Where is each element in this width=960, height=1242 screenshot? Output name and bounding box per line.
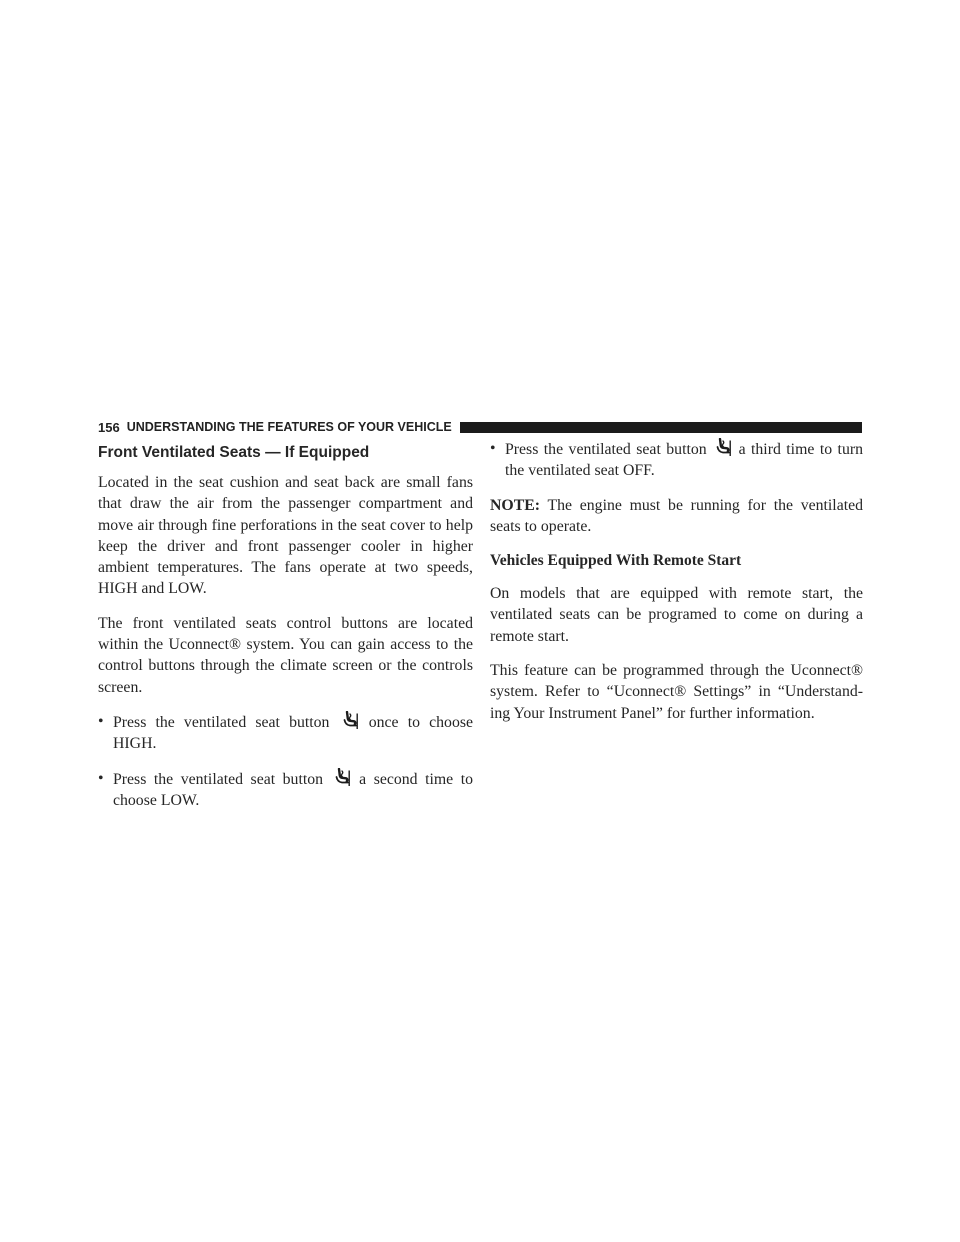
bullet-off <box>490 438 863 482</box>
bullet-dot: • <box>490 440 496 457</box>
remote-start-paragraph: On models that are equipped with remote start, the ventilated seats can be programed to come on during a remote start. <box>490 585 863 645</box>
programming-paragraph: This feature can be programmed through the Uconnect® system. Refer to “Uconnect® Settings” in “Understand-ing Your Instrument Panel” for further information. <box>490 662 863 722</box>
bullet-text-before: Press the ventilated seat button <box>113 770 324 788</box>
bullet-high <box>98 711 473 755</box>
bullet-text-after: a second time to choose LOW. <box>113 770 474 809</box>
bullet-text-after: a third time to turn the ventilated seat OFF. <box>505 441 863 480</box>
left-column <box>98 438 473 824</box>
header-rule <box>460 422 862 433</box>
bullet-dot: • <box>98 712 104 730</box>
right-column <box>490 438 863 737</box>
ventilated-seat-icon <box>715 438 732 457</box>
note-text: The engine must be running for the ventilated seats to operate. <box>490 496 863 535</box>
page-header <box>98 418 862 436</box>
note-label: NOTE: <box>490 496 541 514</box>
intro-paragraph: Located in the seat cushion and seat back are small fans that draw the air from the passenger compartment and move air through fine perforations in the seat cover to help keep the driver and front passenger cooler in higher ambient temperatures. The fans operate at two speeds, HIGH and LOW. <box>98 474 473 598</box>
remote-start-heading: Vehicles Equipped With Remote Start <box>490 552 742 570</box>
bullet-text-before: Press the ventilated seat button <box>505 441 707 458</box>
section-name: UNDERSTANDING THE FEATURES OF YOUR VEHICLE <box>126 420 452 434</box>
section-title: Front Ventilated Seats — If Equipped <box>98 444 370 461</box>
note-paragraph <box>490 495 863 538</box>
bullet-dot: • <box>98 769 104 787</box>
controls-paragraph: The front ventilated seats control buttons are located within the Uconnect® system. You can gain access to the control buttons through the climate screen or the controls screen. <box>98 614 473 696</box>
bullet-low <box>98 768 473 812</box>
page-number: 156 <box>98 419 120 435</box>
ventilated-seat-icon <box>334 768 351 787</box>
bullet-text-before: Press the ventilated seat button <box>113 713 330 731</box>
ventilated-seat-icon <box>342 711 359 730</box>
bullet-text-after: once to choose HIGH. <box>113 713 474 753</box>
